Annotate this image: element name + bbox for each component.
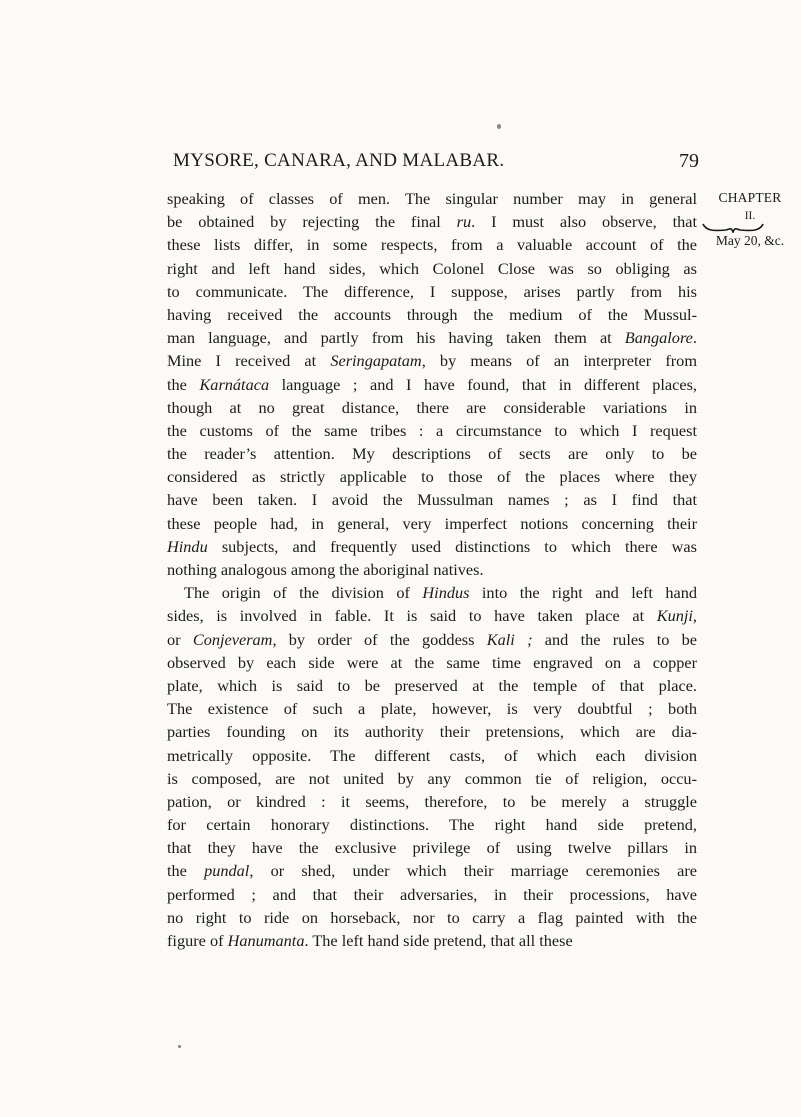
paper-speck	[497, 124, 501, 129]
text-run: these people had, in general, very imperfect notions concerning their	[167, 513, 697, 533]
text-run: sides, is involved in fable. It is said to have taken place at	[167, 606, 657, 626]
text-run: figure of	[167, 931, 228, 950]
text-line	[167, 790, 697, 813]
text-line	[167, 720, 697, 743]
text-run: the	[167, 374, 200, 394]
text-run: though at no great distance, there are considerable variations in	[167, 397, 697, 417]
text-run: have been taken. I avoid the Mussulman names ; as I find that	[167, 490, 697, 510]
text-run: having received the accounts through the medium of the Mussul-	[167, 304, 697, 324]
text-run: , by means of an interpreter from	[421, 351, 697, 371]
text-run: for certain honorary distinctions. The right hand side pretend,	[167, 815, 697, 835]
running-title: MYSORE, CANARA, AND MALABAR.	[173, 150, 505, 171]
text-run: or	[167, 629, 193, 649]
text-run: . I must also observe, that	[471, 212, 697, 232]
text-run: that they have the exclusive privilege of using twelve pillars in	[167, 838, 697, 858]
text-line	[167, 419, 697, 442]
italic-term: Karnátaca	[199, 374, 270, 394]
text-run: the customs of the same tribes : a circumstance to which I request	[167, 420, 697, 440]
text-run: man language, and partly from his having taken them at	[167, 328, 625, 348]
text-run: considered as strictly applicable to those of the places where they	[167, 467, 697, 487]
page-number: 79	[679, 150, 699, 172]
text-run: metrically opposite. The different casts, of which each division	[167, 745, 697, 765]
text-run: language ; and I have found, that in different places,	[269, 374, 697, 394]
text-line	[167, 651, 697, 674]
text-line	[167, 233, 697, 256]
text-run: The existence of such a plate, however, is very doubtful ; both	[167, 699, 697, 719]
margin-chapter-number: II.	[744, 210, 756, 222]
italic-term: ru	[456, 212, 472, 232]
text-line	[167, 373, 697, 396]
text-line	[167, 744, 697, 767]
text-run: the	[167, 861, 205, 881]
text-line	[167, 813, 697, 836]
text-run: The origin of the division of	[184, 583, 423, 603]
text-run: be obtained by rejecting the final	[167, 212, 457, 232]
text-line	[167, 280, 697, 303]
text-run: Mine I received at	[167, 351, 331, 371]
text-run: pation, or kindred : it seems, therefore, to be merely a struggle	[167, 791, 697, 811]
paper-speck	[178, 1045, 181, 1048]
text-line	[167, 906, 697, 929]
italic-term: Kunji	[656, 606, 693, 626]
text-run: and the rules to be	[532, 629, 698, 649]
text-run: . The left hand side pretend, that all these	[304, 931, 573, 950]
italic-term: Hanumanta	[227, 931, 305, 950]
text-run: performed ; and that their adversaries, in their processions, have	[167, 884, 697, 904]
text-line	[167, 465, 697, 488]
text-run: observed by each side were at the same time engraved on a copper	[167, 652, 697, 672]
margin-chapter-label: CHAPTER	[718, 190, 782, 205]
text-line	[167, 257, 697, 280]
text-line	[167, 883, 697, 906]
italic-term: Seringapatam	[330, 351, 422, 371]
text-line	[167, 326, 697, 349]
text-run: speaking of classes of men. The singular number may in general	[167, 189, 697, 208]
italic-term: Kali ;	[486, 629, 533, 649]
italic-term: Conjeveram	[192, 629, 273, 649]
margin-date: May 20, &c.	[715, 233, 785, 248]
text-run: ,	[692, 606, 697, 626]
text-run: subjects, and frequently used distinctions to which there was	[207, 536, 697, 556]
text-run: these lists differ, in some respects, from a valuable account of the	[167, 235, 697, 255]
text-line	[167, 535, 697, 558]
text-run: right and left hand sides, which Colonel Close was so obliging as	[167, 258, 697, 278]
text-run: parties founding on its authority their pretensions, which are dia-	[167, 722, 697, 742]
text-line	[167, 512, 697, 535]
text-line	[167, 396, 697, 419]
text-line	[167, 836, 697, 859]
text-line	[167, 210, 697, 233]
text-line	[167, 349, 697, 372]
text-run: .	[692, 328, 697, 348]
text-line	[167, 674, 697, 697]
text-line	[167, 697, 697, 720]
text-line	[167, 581, 697, 604]
text-run: to communicate. The difference, I suppose, arises partly from his	[167, 281, 697, 301]
text-line	[167, 488, 697, 511]
italic-term: pundal	[204, 861, 250, 881]
text-line	[167, 303, 697, 326]
margin-note	[702, 189, 798, 250]
text-line	[167, 604, 697, 627]
text-run: the reader’s attention. My descriptions of sects are only to be	[167, 444, 697, 464]
text-line	[167, 859, 697, 882]
text-run: is composed, are not united by any common tie of religion, occu-	[167, 768, 697, 788]
text-line	[167, 628, 697, 651]
body-text	[167, 187, 697, 952]
text-run: no right to ride on horseback, nor to carry a flag painted with the	[167, 907, 697, 927]
text-run: nothing analogous among the aboriginal natives.	[167, 560, 484, 579]
text-run: , by order of the goddess	[272, 629, 487, 649]
running-head	[173, 150, 697, 174]
italic-term: Hindu	[167, 536, 208, 556]
text-line	[167, 558, 697, 581]
text-line	[167, 767, 697, 790]
text-run: , or shed, under which their marriage ceremonies are	[249, 861, 697, 881]
text-line	[167, 442, 697, 465]
text-line	[167, 929, 697, 952]
text-run: plate, which is said to be preserved at the temple of that place.	[167, 675, 697, 695]
italic-term: Bangalore	[624, 328, 693, 348]
text-run: into the right and left hand	[469, 583, 697, 603]
text-line	[167, 187, 697, 210]
italic-term: Hindus	[422, 583, 470, 603]
